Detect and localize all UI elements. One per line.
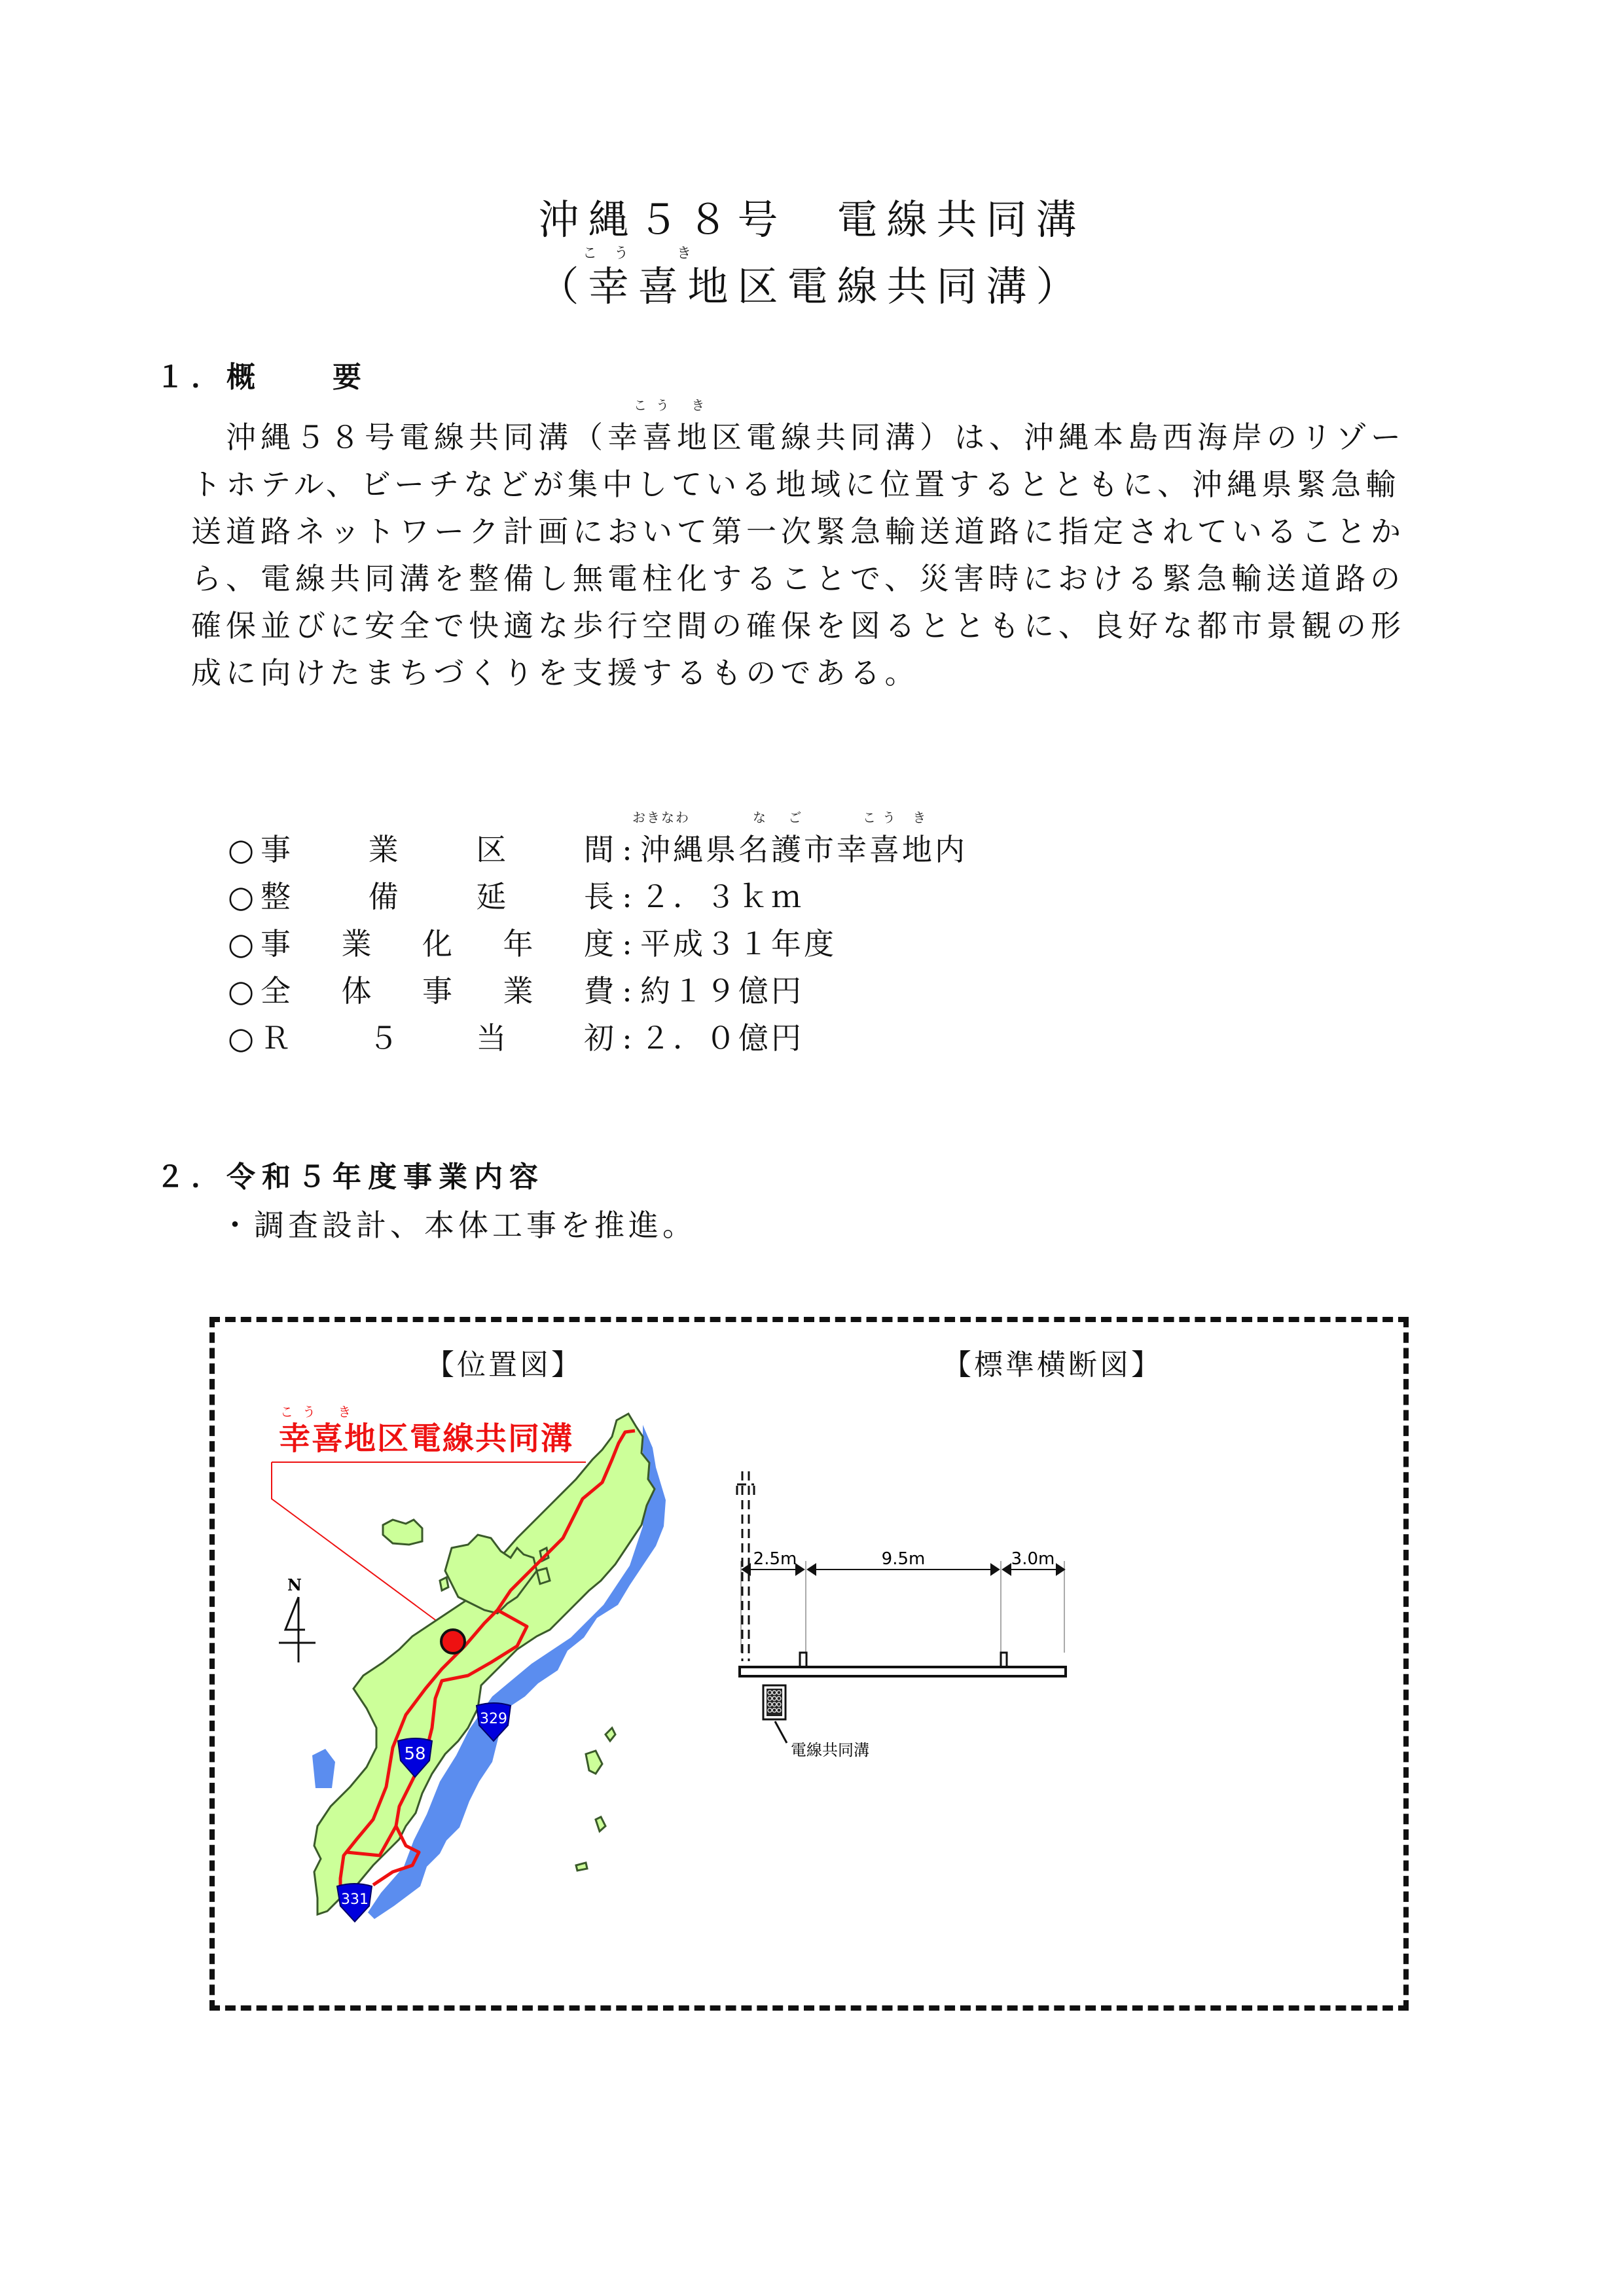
location-map (209, 1322, 733, 2009)
paragraph-line: 沖縄５８号電線共同溝（幸喜地区電線共同溝）は、沖縄本島西海岸のリゾー (191, 420, 1405, 455)
item-label-char: 延 (476, 879, 507, 914)
item-label-char: 全 (261, 973, 291, 1009)
item-label-char: 区 (476, 832, 507, 867)
item-label-char: 間 (583, 832, 614, 867)
item-value: 約１９億円 (640, 973, 804, 1009)
item-label-char: 度 (584, 926, 614, 961)
item-label (261, 873, 614, 920)
document-title-line2: （幸喜地区電線共同溝） (538, 262, 1086, 310)
item-label (261, 920, 614, 967)
paragraph-line: ら、電線共同溝を整備し無電柱化することで、災害時における緊急輸送道路の (191, 561, 1405, 596)
route-shield-329-label: 329 (480, 1711, 507, 1727)
item-colon: : (622, 879, 632, 914)
curb-left (800, 1653, 806, 1667)
route-shield-58-label: 58 (404, 1744, 426, 1764)
project-info-item (228, 967, 967, 1014)
item-label-char: 初 (583, 1020, 614, 1056)
section2-bullet: ・調査設計、本体工事を推進。 (220, 1208, 696, 1243)
item-label-char: 事 (261, 832, 291, 867)
item-colon: : (622, 926, 632, 961)
bullet-circle: ○ (228, 879, 255, 914)
bullet-circle: ○ (228, 832, 255, 867)
item-colon: : (622, 832, 632, 867)
document-title-line1: 沖縄５８号 電線共同溝 (538, 196, 1086, 243)
island (537, 1568, 550, 1584)
callout-ruby: こう き (280, 1404, 361, 1420)
item-value: 平成３１年度 (640, 926, 837, 961)
cross-section-diagram (733, 1453, 1388, 1780)
item-colon: : (622, 1020, 632, 1056)
route-shield-331-label: 331 (341, 1892, 369, 1908)
dimension-label-carriageway: 9.5m (881, 1549, 926, 1569)
overview-paragraph (191, 414, 1405, 696)
item-label-char: 業 (341, 926, 372, 961)
item-label-char: 事 (422, 973, 452, 1009)
island (596, 1817, 605, 1831)
dimension-label-sidewalk-left: 2.5m (753, 1549, 797, 1569)
paragraph-line: 確保並びに安全で快適な歩行空間の確保を図るとともに、良好な都市景観の形 (191, 608, 1405, 643)
bullet-circle: ○ (228, 1020, 255, 1056)
item-label-char: 体 (341, 973, 372, 1009)
item-label (261, 1014, 614, 1062)
section1-heading: １．概 要 (156, 361, 368, 394)
item-label-char: 費 (584, 973, 614, 1009)
paragraph-ruby: こう き (634, 397, 714, 413)
item-label-char: 業 (368, 832, 399, 867)
bullet-circle: ○ (228, 973, 255, 1009)
project-info-item (228, 873, 967, 920)
item-label (261, 826, 614, 873)
item-label-char: 年 (503, 926, 533, 961)
item-value: ２．３ｋｍ (640, 879, 804, 914)
project-info-item (228, 920, 967, 967)
item-label-char: 整 (261, 879, 291, 914)
section2-heading: ２．令和５年度事業内容 (156, 1160, 545, 1194)
item-label-char: 長 (583, 879, 614, 914)
item-value: ２．０億円 (640, 1020, 804, 1056)
item-label-char: 事 (261, 926, 291, 961)
island (605, 1728, 615, 1741)
island (440, 1577, 448, 1590)
paragraph-line: 成に向けたまちづくりを支援するものである。 (191, 655, 920, 691)
ruby-kouki: こう き (863, 810, 933, 825)
north-arrow-icon (279, 1597, 316, 1662)
project-info-item (228, 826, 967, 873)
title-ruby: こう き (583, 245, 709, 262)
ruby-okinawa: おきなわ (632, 810, 690, 825)
curb-right (1001, 1653, 1007, 1667)
north-label: N (287, 1575, 302, 1594)
item-label-char: 化 (422, 926, 452, 961)
conduit-box-icon (763, 1685, 785, 1719)
dimension-extension-lines (741, 1561, 1064, 1653)
okinawa-main-island (314, 1414, 655, 1914)
item-label-char: 備 (368, 879, 399, 914)
item-value: 沖縄県名護市幸喜地内 (640, 832, 967, 867)
island (576, 1863, 587, 1871)
item-label-char: ５ (368, 1020, 399, 1056)
dimension-label-sidewalk-right: 3.0m (1011, 1549, 1055, 1569)
project-info-item (228, 1014, 967, 1062)
paragraph-line: 送道路ネットワーク計画において第一次緊急輸送道路に指定されていることか (191, 514, 1405, 549)
item-label-char: Ｒ (261, 1020, 291, 1056)
item-label-char: 業 (503, 973, 533, 1009)
road-surface (740, 1667, 1066, 1676)
conduit-label: 電線共同溝 (791, 1741, 869, 1759)
item-label (261, 967, 614, 1014)
bullet-circle: ○ (228, 926, 255, 961)
project-info-list (228, 826, 967, 1062)
cross-section-title: 【標準横断図】 (943, 1348, 1163, 1382)
ruby-nago: な ご (753, 810, 811, 825)
island (383, 1520, 422, 1545)
conduit-leader-line (775, 1721, 787, 1743)
item-colon: : (622, 973, 632, 1009)
callout-label: 幸喜地区電線共同溝 (279, 1420, 574, 1457)
utility-pole-icon (737, 1471, 754, 1661)
route-shield-331 (337, 1884, 372, 1922)
item-label-char: 当 (476, 1020, 507, 1056)
paragraph-line: トホテル、ビーチなどが集中している地域に位置するとともに、沖縄県緊急輸 (191, 467, 1401, 502)
project-location-marker (441, 1630, 465, 1653)
location-map-title: 【位置図】 (425, 1348, 583, 1382)
island (586, 1751, 602, 1774)
